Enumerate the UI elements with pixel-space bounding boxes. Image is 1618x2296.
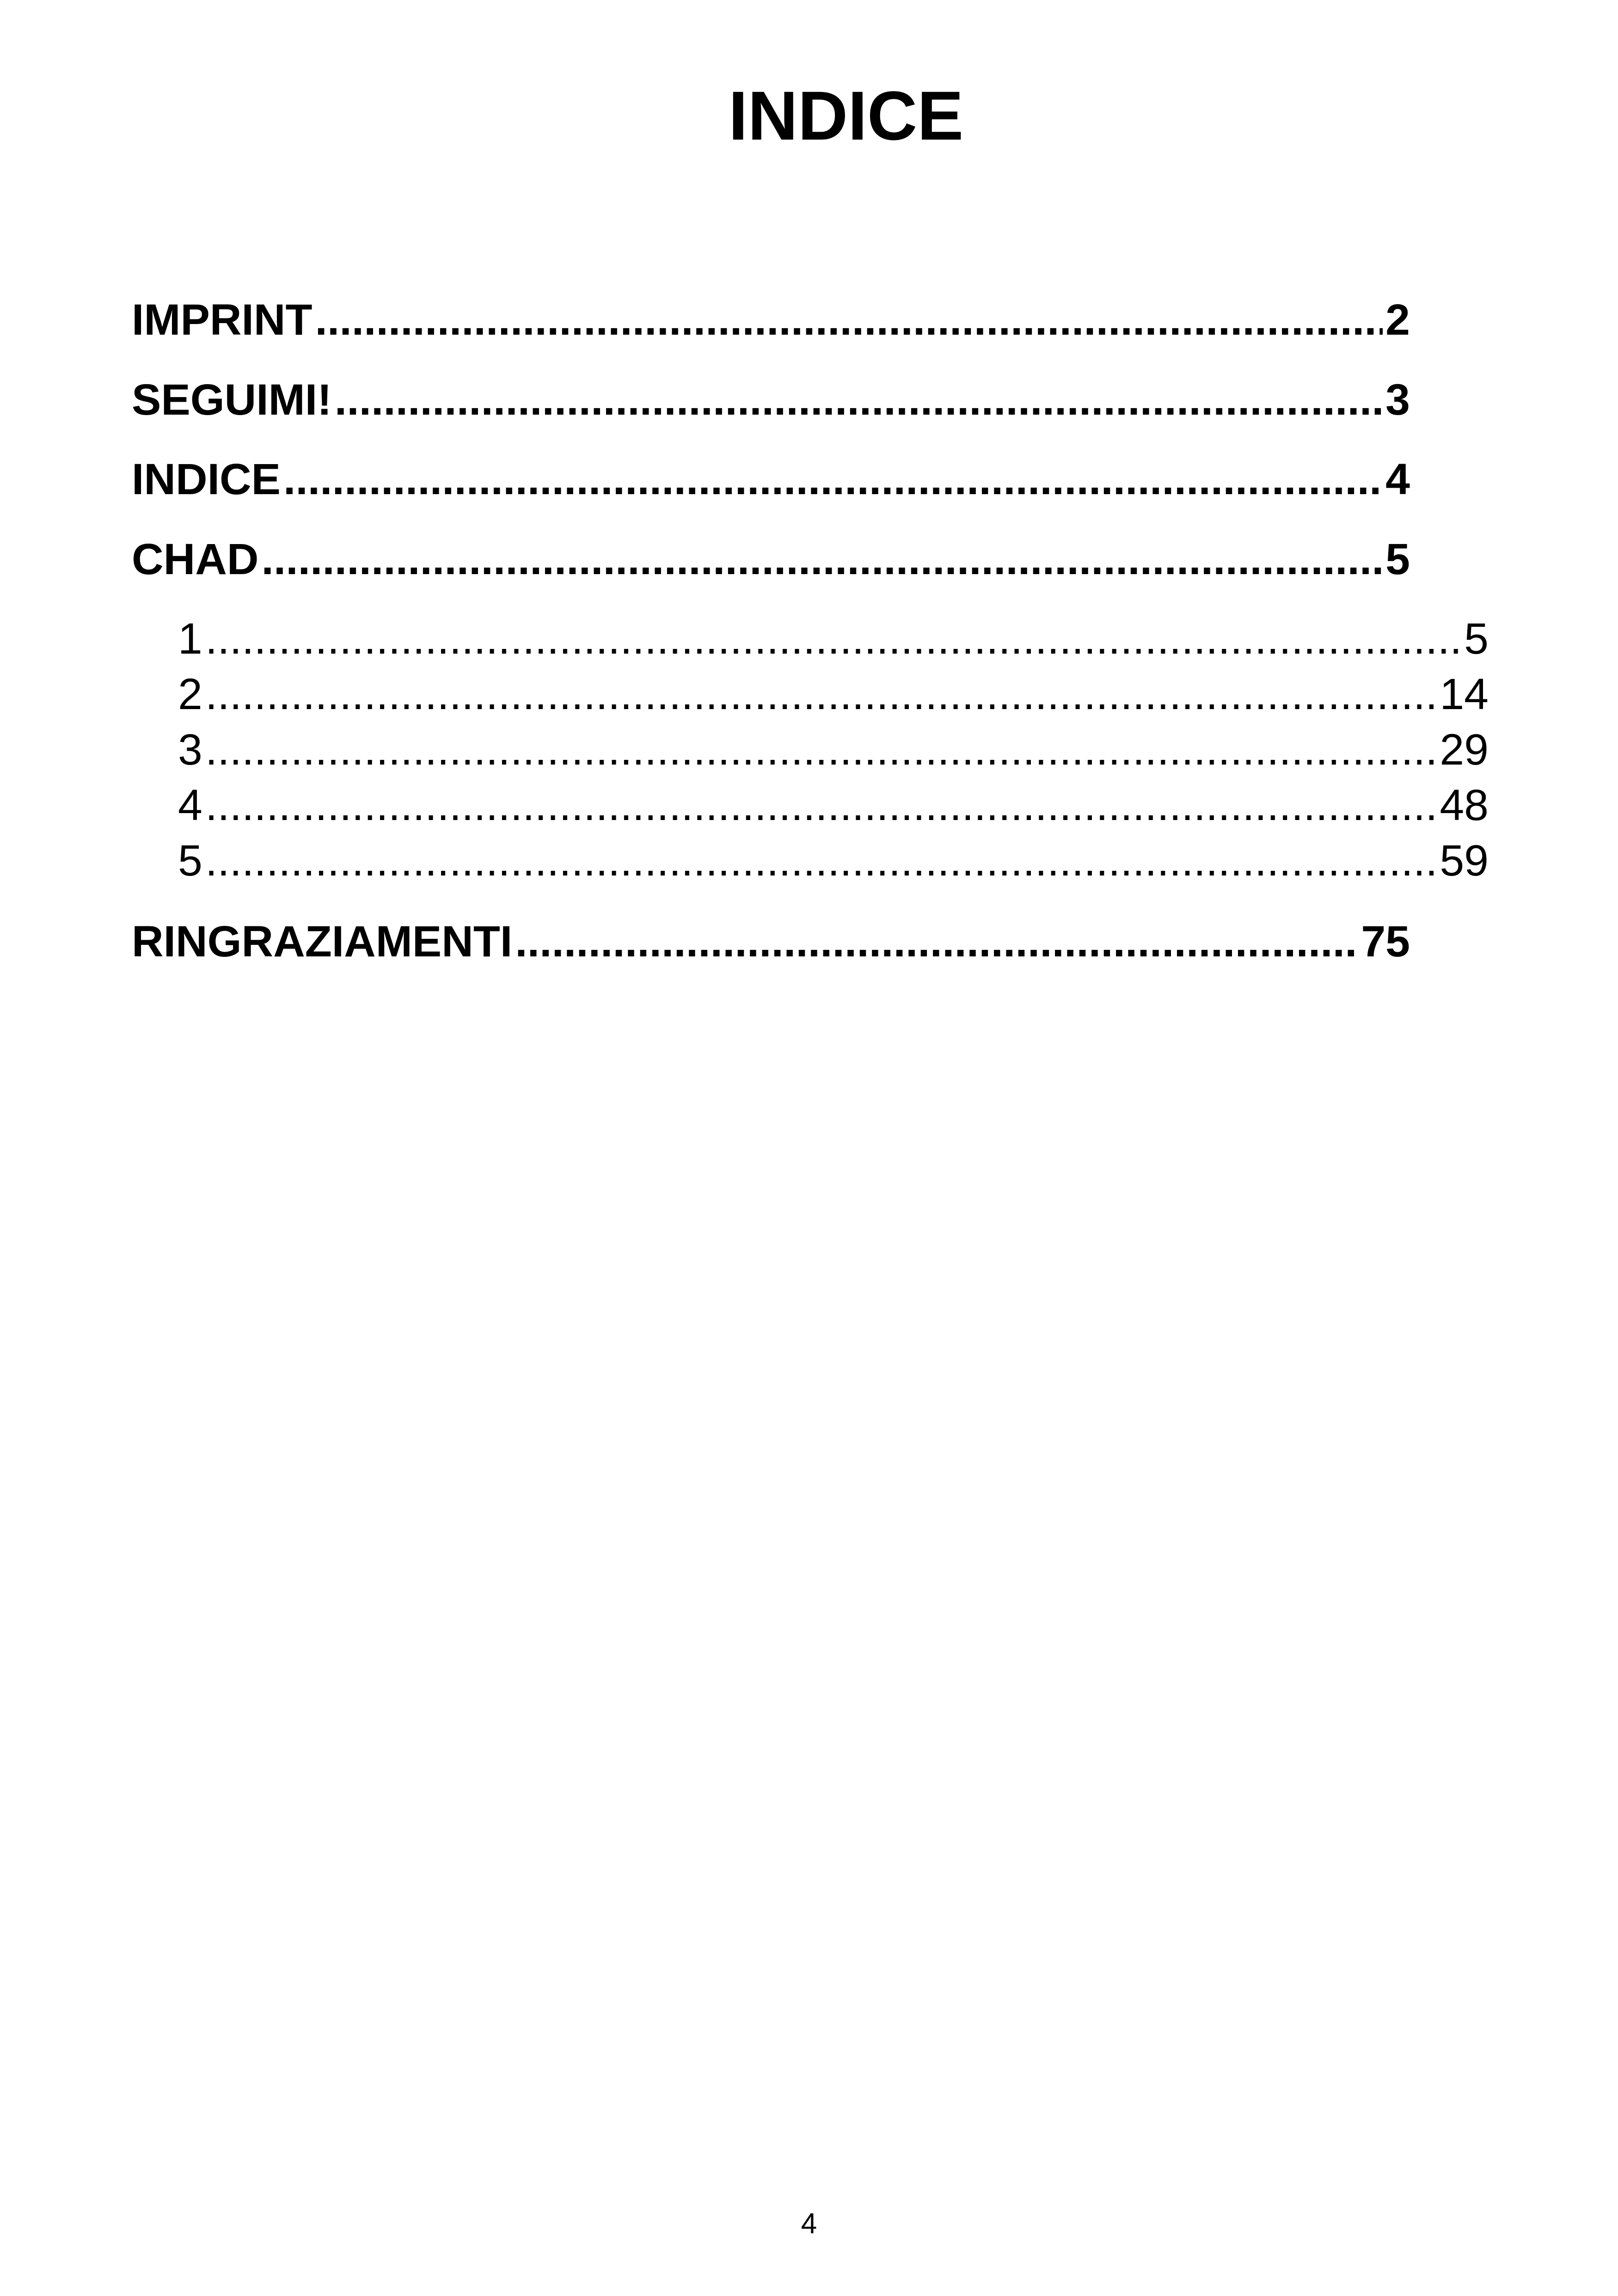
toc-subentry-3[interactable] [178, 728, 1489, 772]
toc-entry-label: 2 [178, 673, 202, 716]
toc-subentry-5[interactable] [178, 839, 1489, 883]
toc-entry-imprint[interactable] [132, 298, 1410, 342]
page-title: INDICE [728, 77, 964, 154]
toc-subentry-4[interactable] [178, 784, 1489, 827]
toc-dot-leader [205, 617, 1461, 661]
toc-dot-leader [205, 784, 1437, 827]
toc-entry-page: 5 [1464, 617, 1489, 661]
toc-entry-label: CHAD [132, 538, 259, 582]
toc-subentry-2[interactable] [178, 673, 1489, 716]
toc-dot-leader [205, 728, 1437, 772]
toc-subentry-1[interactable] [178, 617, 1489, 661]
toc-entry-label: IMPRINT [132, 298, 313, 342]
toc-entry-chad[interactable] [132, 538, 1410, 582]
toc-entry-page: 14 [1440, 673, 1489, 716]
toc-entry-page: 2 [1385, 298, 1410, 342]
toc-dot-leader [335, 378, 1383, 422]
toc-entry-ringraziamenti[interactable] [132, 920, 1410, 964]
toc-entry-page: 4 [1385, 458, 1410, 502]
toc-entry-indice[interactable] [132, 458, 1410, 502]
toc-entry-page: 3 [1385, 378, 1410, 422]
toc-entry-label: 4 [178, 784, 202, 827]
toc-entry-label: 3 [178, 728, 202, 772]
toc-entry-page: 59 [1440, 839, 1489, 883]
toc-entry-page: 5 [1385, 538, 1410, 582]
toc-dot-leader [205, 839, 1437, 883]
toc-dot-leader [315, 298, 1383, 342]
toc-entry-page: 29 [1440, 728, 1489, 772]
toc-entry-page: 75 [1361, 920, 1410, 964]
toc-dot-leader [205, 673, 1437, 716]
toc-entry-label: 1 [178, 617, 202, 661]
toc-entry-label: INDICE [132, 458, 281, 502]
toc-entry-label: SEGUIMI! [132, 378, 332, 422]
toc-dot-leader [283, 458, 1383, 502]
toc-entry-label: 5 [178, 839, 202, 883]
page-number: 4 [801, 2208, 817, 2240]
toc-entry-seguimi[interactable] [132, 378, 1410, 422]
toc-entry-page: 48 [1440, 784, 1489, 827]
toc-dot-leader [261, 538, 1383, 582]
toc-entry-label: RINGRAZIAMENTI [132, 920, 513, 964]
toc-dot-leader [515, 920, 1358, 964]
